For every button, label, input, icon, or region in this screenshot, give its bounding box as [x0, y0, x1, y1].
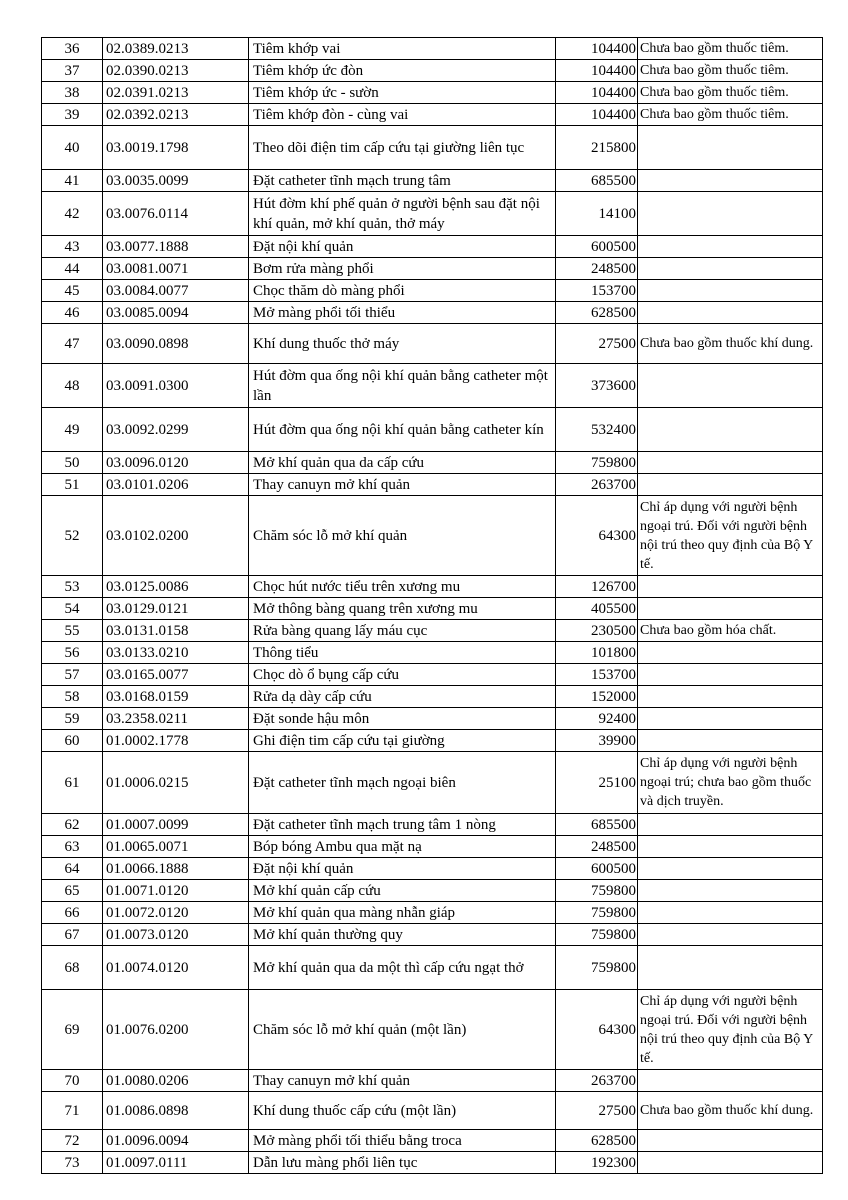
service-code: 01.0086.0898 [103, 1092, 249, 1130]
service-price: 215800 [556, 126, 638, 170]
row-number: 37 [42, 60, 103, 82]
service-price: 27500 [556, 324, 638, 364]
table-row [42, 324, 823, 364]
row-number: 59 [42, 708, 103, 730]
service-price: 64300 [556, 496, 638, 576]
service-name: Tiêm khớp ức đòn [249, 60, 556, 82]
service-price: 152000 [556, 686, 638, 708]
service-code: 03.0165.0077 [103, 664, 249, 686]
table-row [42, 302, 823, 324]
service-code: 01.0066.1888 [103, 858, 249, 880]
service-name: Thay canuyn mở khí quản [249, 1070, 556, 1092]
service-name: Đặt catheter tĩnh mạch trung tâm 1 nòng [249, 814, 556, 836]
row-number: 36 [42, 38, 103, 60]
table-row [42, 880, 823, 902]
service-price: 759800 [556, 924, 638, 946]
row-number: 54 [42, 598, 103, 620]
service-price: 373600 [556, 364, 638, 408]
table-row [42, 924, 823, 946]
table-row [42, 280, 823, 302]
service-price: 39900 [556, 730, 638, 752]
service-code: 02.0392.0213 [103, 104, 249, 126]
service-note [638, 408, 823, 452]
row-number: 57 [42, 664, 103, 686]
table-row [42, 814, 823, 836]
service-code: 01.0096.0094 [103, 1130, 249, 1152]
service-note: Chưa bao gồm hóa chất. [638, 620, 823, 642]
service-code: 01.0073.0120 [103, 924, 249, 946]
service-note [638, 836, 823, 858]
row-number: 60 [42, 730, 103, 752]
service-code: 03.0101.0206 [103, 474, 249, 496]
service-note [638, 880, 823, 902]
service-code: 03.0131.0158 [103, 620, 249, 642]
service-note [638, 1070, 823, 1092]
service-name: Mở thông bàng quang trên xương mu [249, 598, 556, 620]
service-price: 153700 [556, 280, 638, 302]
service-code: 03.0168.0159 [103, 686, 249, 708]
service-code: 01.0071.0120 [103, 880, 249, 902]
table-row [42, 730, 823, 752]
service-name: Tiêm khớp ức - sườn [249, 82, 556, 104]
row-number: 73 [42, 1152, 103, 1174]
row-number: 64 [42, 858, 103, 880]
service-code: 01.0072.0120 [103, 902, 249, 924]
service-price: 685500 [556, 814, 638, 836]
table-row [42, 858, 823, 880]
service-code: 03.0092.0299 [103, 408, 249, 452]
service-name: Mở khí quản qua da một thì cấp cứu ngạt thở [249, 946, 556, 990]
service-name: Rửa dạ dày cấp cứu [249, 686, 556, 708]
service-note: Chưa bao gồm thuốc tiêm. [638, 104, 823, 126]
row-number: 52 [42, 496, 103, 576]
table-row [42, 708, 823, 730]
service-price: 263700 [556, 1070, 638, 1092]
service-price: 248500 [556, 258, 638, 280]
service-code: 03.0035.0099 [103, 170, 249, 192]
service-name: Mở khí quản cấp cứu [249, 880, 556, 902]
table-row [42, 38, 823, 60]
service-name: Ghi điện tim cấp cứu tại giường [249, 730, 556, 752]
service-price: 25100 [556, 752, 638, 814]
row-number: 61 [42, 752, 103, 814]
service-code: 03.0125.0086 [103, 576, 249, 598]
table-row [42, 408, 823, 452]
service-code: 03.0077.1888 [103, 236, 249, 258]
service-name: Đặt nội khí quản [249, 236, 556, 258]
price-table [41, 37, 823, 1174]
service-name: Hút đờm qua ống nội khí quản bằng catheter kín [249, 408, 556, 452]
service-price: 104400 [556, 38, 638, 60]
service-note [638, 258, 823, 280]
service-note [638, 1130, 823, 1152]
service-note [638, 730, 823, 752]
service-price: 532400 [556, 408, 638, 452]
row-number: 39 [42, 104, 103, 126]
price-table-body [42, 38, 823, 1174]
table-row [42, 1070, 823, 1092]
row-number: 71 [42, 1092, 103, 1130]
service-note [638, 946, 823, 990]
service-name: Chọc thăm dò màng phổi [249, 280, 556, 302]
service-price: 104400 [556, 104, 638, 126]
service-code: 01.0080.0206 [103, 1070, 249, 1092]
service-price: 759800 [556, 452, 638, 474]
row-number: 46 [42, 302, 103, 324]
service-name: Chọc dò ổ bụng cấp cứu [249, 664, 556, 686]
service-price: 230500 [556, 620, 638, 642]
service-note [638, 192, 823, 236]
service-note [638, 858, 823, 880]
table-row [42, 990, 823, 1070]
service-note: Chỉ áp dụng với người bệnh ngoại trú; chưa bao gồm thuốc và dịch truyền. [638, 752, 823, 814]
service-name: Dẫn lưu màng phổi liên tục [249, 1152, 556, 1174]
service-name: Mở khí quản qua da cấp cứu [249, 452, 556, 474]
service-code: 03.0084.0077 [103, 280, 249, 302]
service-note [638, 642, 823, 664]
row-number: 62 [42, 814, 103, 836]
table-row [42, 836, 823, 858]
table-row [42, 104, 823, 126]
service-code: 01.0074.0120 [103, 946, 249, 990]
service-price: 192300 [556, 1152, 638, 1174]
row-number: 66 [42, 902, 103, 924]
service-note: Chỉ áp dụng với người bệnh ngoại trú. Đối với người bệnh nội trú theo quy định của Bộ Y tế. [638, 496, 823, 576]
table-row [42, 496, 823, 576]
row-number: 55 [42, 620, 103, 642]
row-number: 69 [42, 990, 103, 1070]
table-row [42, 364, 823, 408]
row-number: 51 [42, 474, 103, 496]
service-note: Chưa bao gồm thuốc khí dung. [638, 1092, 823, 1130]
service-price: 101800 [556, 642, 638, 664]
service-note [638, 598, 823, 620]
service-price: 600500 [556, 858, 638, 880]
table-row [42, 902, 823, 924]
row-number: 47 [42, 324, 103, 364]
row-number: 72 [42, 1130, 103, 1152]
service-note [638, 902, 823, 924]
service-price: 248500 [556, 836, 638, 858]
row-number: 67 [42, 924, 103, 946]
table-row [42, 452, 823, 474]
service-name: Khí dung thuốc thở máy [249, 324, 556, 364]
table-row [42, 620, 823, 642]
row-number: 43 [42, 236, 103, 258]
table-row [42, 192, 823, 236]
service-price: 685500 [556, 170, 638, 192]
service-code: 02.0390.0213 [103, 60, 249, 82]
service-name: Hút đờm qua ống nội khí quản bằng catheter một lần [249, 364, 556, 408]
service-name: Mở khí quản qua màng nhẫn giáp [249, 902, 556, 924]
service-name: Khí dung thuốc cấp cứu (một lần) [249, 1092, 556, 1130]
row-number: 41 [42, 170, 103, 192]
service-name: Thay canuyn mở khí quản [249, 474, 556, 496]
service-name: Rửa bàng quang lấy máu cục [249, 620, 556, 642]
service-price: 628500 [556, 302, 638, 324]
service-name: Mở màng phổi tối thiểu [249, 302, 556, 324]
service-code: 01.0076.0200 [103, 990, 249, 1070]
service-note [638, 280, 823, 302]
service-name: Chọc hút nước tiểu trên xương mu [249, 576, 556, 598]
service-name: Hút đờm khí phế quản ở người bệnh sau đặt nội khí quản, mở khí quản, thở máy [249, 192, 556, 236]
service-note: Chưa bao gồm thuốc tiêm. [638, 38, 823, 60]
table-row [42, 946, 823, 990]
row-number: 56 [42, 642, 103, 664]
table-row [42, 576, 823, 598]
service-name: Tiêm khớp đòn - cùng vai [249, 104, 556, 126]
service-code: 03.0019.1798 [103, 126, 249, 170]
service-code: 02.0389.0213 [103, 38, 249, 60]
service-name: Đặt catheter tĩnh mạch trung tâm [249, 170, 556, 192]
table-row [42, 60, 823, 82]
table-row [42, 258, 823, 280]
service-code: 03.2358.0211 [103, 708, 249, 730]
service-name: Mở màng phổi tối thiểu bằng troca [249, 1130, 556, 1152]
service-name: Bóp bóng Ambu qua mặt nạ [249, 836, 556, 858]
row-number: 45 [42, 280, 103, 302]
row-number: 49 [42, 408, 103, 452]
service-name: Chăm sóc lỗ mở khí quản (một lần) [249, 990, 556, 1070]
service-price: 153700 [556, 664, 638, 686]
service-note [638, 924, 823, 946]
service-name: Đặt catheter tĩnh mạch ngoại biên [249, 752, 556, 814]
service-note [638, 814, 823, 836]
service-price: 104400 [556, 60, 638, 82]
service-note [638, 126, 823, 170]
service-price: 628500 [556, 1130, 638, 1152]
service-note [638, 302, 823, 324]
service-code: 03.0090.0898 [103, 324, 249, 364]
service-code: 03.0081.0071 [103, 258, 249, 280]
row-number: 40 [42, 126, 103, 170]
service-price: 92400 [556, 708, 638, 730]
service-note [638, 474, 823, 496]
service-price: 263700 [556, 474, 638, 496]
service-code: 01.0007.0099 [103, 814, 249, 836]
service-name: Mở khí quản thường quy [249, 924, 556, 946]
service-note [638, 364, 823, 408]
service-price: 405500 [556, 598, 638, 620]
table-row [42, 642, 823, 664]
service-code: 03.0133.0210 [103, 642, 249, 664]
service-code: 03.0129.0121 [103, 598, 249, 620]
service-price: 27500 [556, 1092, 638, 1130]
service-code: 03.0085.0094 [103, 302, 249, 324]
row-number: 53 [42, 576, 103, 598]
service-code: 01.0065.0071 [103, 836, 249, 858]
table-row [42, 598, 823, 620]
service-note [638, 452, 823, 474]
table-row [42, 170, 823, 192]
service-note [638, 1152, 823, 1174]
table-row [42, 1130, 823, 1152]
service-note [638, 170, 823, 192]
table-row [42, 686, 823, 708]
service-note: Chưa bao gồm thuốc khí dung. [638, 324, 823, 364]
service-name: Đặt sonde hậu môn [249, 708, 556, 730]
table-row [42, 82, 823, 104]
service-name: Tiêm khớp vai [249, 38, 556, 60]
service-code: 01.0006.0215 [103, 752, 249, 814]
table-row [42, 664, 823, 686]
service-name: Thông tiểu [249, 642, 556, 664]
row-number: 63 [42, 836, 103, 858]
table-row [42, 126, 823, 170]
table-row [42, 474, 823, 496]
row-number: 38 [42, 82, 103, 104]
row-number: 68 [42, 946, 103, 990]
service-price: 759800 [556, 946, 638, 990]
service-name: Chăm sóc lỗ mở khí quản [249, 496, 556, 576]
service-code: 01.0097.0111 [103, 1152, 249, 1174]
service-price: 14100 [556, 192, 638, 236]
table-row [42, 236, 823, 258]
service-code: 03.0091.0300 [103, 364, 249, 408]
row-number: 50 [42, 452, 103, 474]
service-note [638, 236, 823, 258]
service-name: Theo dõi điện tim cấp cứu tại giường liên tục [249, 126, 556, 170]
row-number: 58 [42, 686, 103, 708]
service-name: Bơm rửa màng phổi [249, 258, 556, 280]
service-price: 104400 [556, 82, 638, 104]
table-row [42, 752, 823, 814]
service-price: 759800 [556, 902, 638, 924]
table-row [42, 1152, 823, 1174]
service-code: 01.0002.1778 [103, 730, 249, 752]
service-price: 759800 [556, 880, 638, 902]
row-number: 70 [42, 1070, 103, 1092]
row-number: 42 [42, 192, 103, 236]
row-number: 48 [42, 364, 103, 408]
service-price: 600500 [556, 236, 638, 258]
service-note [638, 708, 823, 730]
table-row [42, 1092, 823, 1130]
row-number: 65 [42, 880, 103, 902]
service-code: 03.0096.0120 [103, 452, 249, 474]
service-note: Chưa bao gồm thuốc tiêm. [638, 60, 823, 82]
service-note [638, 664, 823, 686]
service-code: 02.0391.0213 [103, 82, 249, 104]
service-note [638, 576, 823, 598]
service-code: 03.0102.0200 [103, 496, 249, 576]
service-name: Đặt nội khí quản [249, 858, 556, 880]
service-price: 126700 [556, 576, 638, 598]
service-note: Chỉ áp dụng với người bệnh ngoại trú. Đối với người bệnh nội trú theo quy định của Bộ Y tế. [638, 990, 823, 1070]
service-note [638, 686, 823, 708]
service-code: 03.0076.0114 [103, 192, 249, 236]
service-note: Chưa bao gồm thuốc tiêm. [638, 82, 823, 104]
row-number: 44 [42, 258, 103, 280]
service-price: 64300 [556, 990, 638, 1070]
